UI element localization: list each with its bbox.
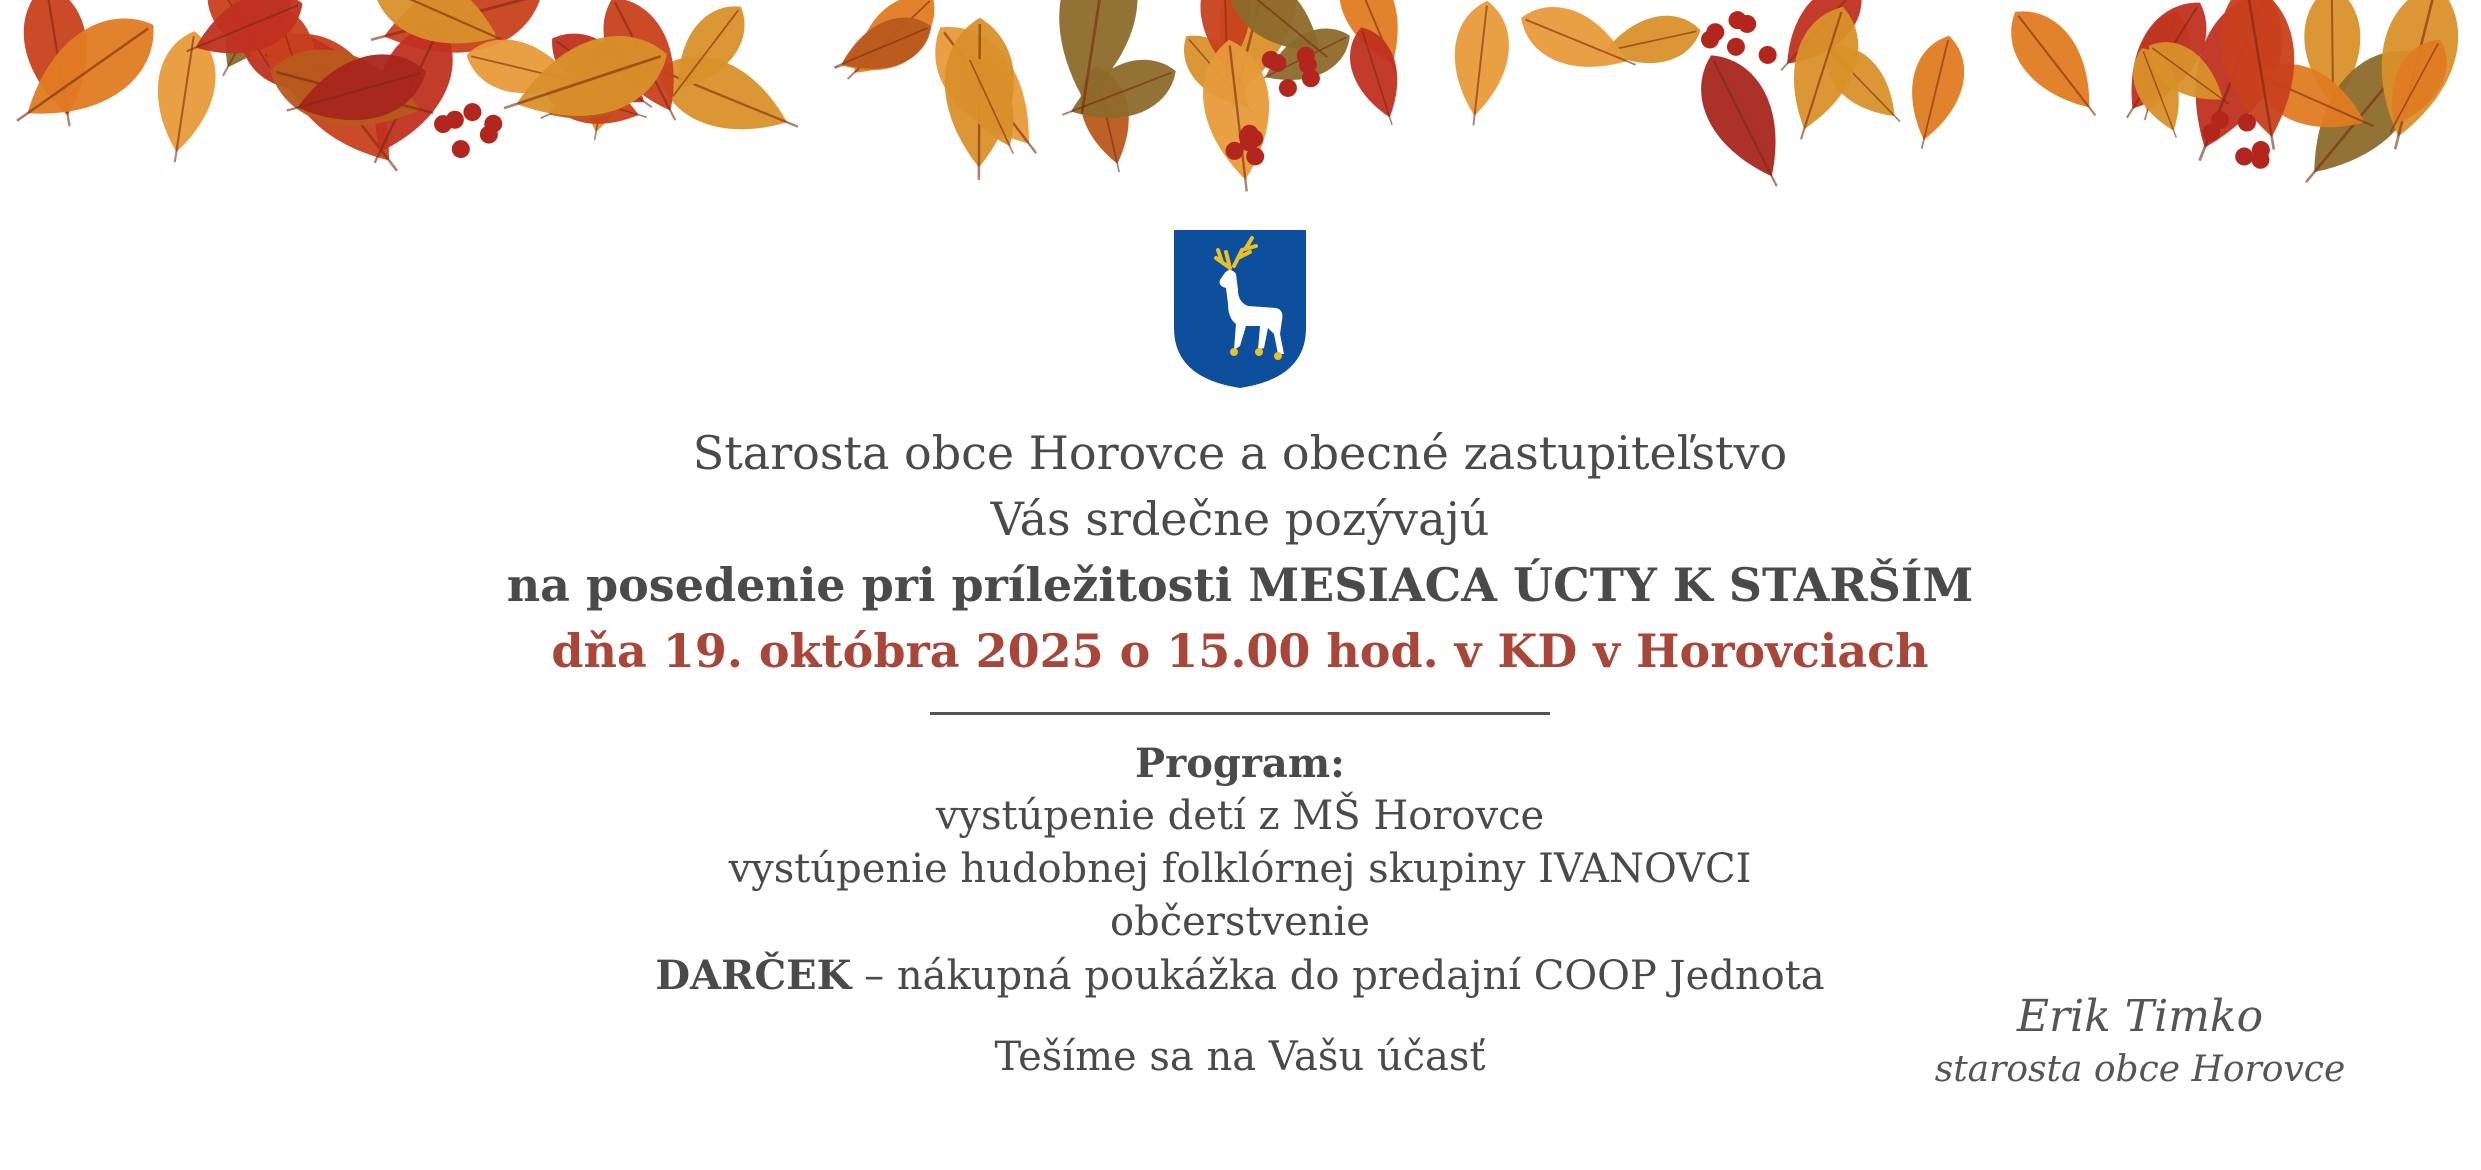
berry-shape — [1240, 125, 1258, 143]
berry-shape — [1727, 38, 1745, 56]
invite-line-occasion: na posedenie pri príležitosti MESIACA ÚCTY K STARŠÍM — [506, 558, 1974, 612]
berry-shape — [1302, 69, 1320, 87]
gift-text: – nákupná poukážka do predajní COOP Jednota — [851, 953, 1825, 999]
berry-shape — [2252, 141, 2270, 159]
leaf-shape — [1898, 30, 1974, 155]
berry-shape — [1268, 54, 1286, 72]
leaf-shape — [1340, 21, 1413, 132]
program-item: vystúpenie detí z MŠ Horovce — [935, 793, 1545, 839]
signature-name: Erik Timko — [2016, 991, 2264, 1042]
coat-of-arms-stag-icon — [1172, 228, 1308, 390]
closing-line: Tešíme sa na Vašu účasť — [994, 1034, 1486, 1080]
signature — [1900, 988, 2380, 1094]
berry-shape — [1706, 23, 1724, 41]
berry-shape — [2235, 148, 2253, 166]
berry-shape — [2238, 114, 2256, 132]
leaf-shape — [1993, 0, 2117, 132]
berry-shape — [1246, 147, 1264, 165]
invite-line-date: dňa 19. októbra 2025 o 15.00 hod. v KD v Horovciach — [551, 624, 1929, 678]
signature-role: starosta obce Horovce — [1934, 1049, 2346, 1090]
divider — [930, 712, 1550, 715]
berry-shape — [2202, 123, 2220, 141]
program-heading: Program: — [1135, 740, 1345, 787]
autumn-leaves-border — [0, 0, 2481, 200]
berry-shape — [1297, 47, 1315, 65]
berry-shape — [1279, 79, 1297, 97]
berry-shape — [463, 103, 481, 121]
invite-line-invite: Vás srdečne pozývajú — [990, 492, 1490, 546]
program-item: občerstvenie — [1110, 899, 1370, 945]
berry-shape — [1226, 142, 1244, 160]
berry-shape — [1738, 15, 1756, 33]
invite-line-hosts: Starosta obce Horovce a obecné zastupiteľstvo — [692, 426, 1788, 480]
invitation-text — [500, 420, 1980, 1084]
leaf-shape — [1447, 0, 1514, 128]
berry-shape — [434, 115, 452, 133]
program-gift — [500, 949, 1980, 1003]
program-item: vystúpenie hudobnej folklórnej skupiny IVANOVCI — [728, 846, 1752, 892]
berry-shape — [480, 126, 498, 144]
gift-label: DARČEK — [655, 952, 852, 999]
berry-shape — [1759, 46, 1777, 64]
berry-shape — [452, 140, 470, 158]
